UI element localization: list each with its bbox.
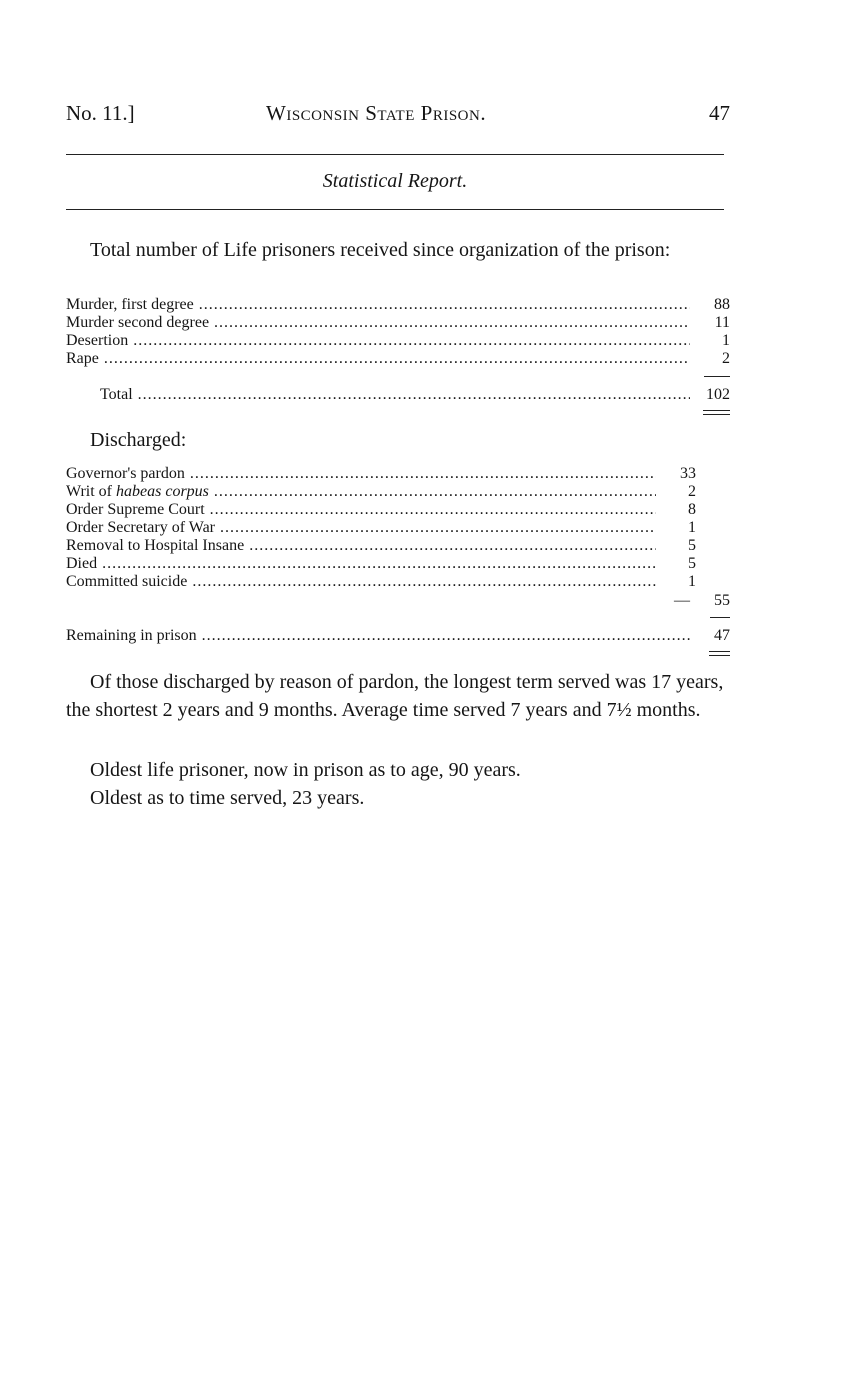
received-total-row — [100, 386, 730, 404]
discharged-heading: Discharged: — [90, 429, 187, 451]
page-number: 47 — [709, 101, 730, 125]
sum-rule — [710, 617, 730, 618]
discharged-label: Removal to Hospital Insane — [66, 537, 245, 554]
header-rule-top — [66, 154, 724, 155]
discharged-row — [66, 555, 730, 573]
discharged-row — [66, 501, 730, 519]
pardon-paragraph: Of those discharged by reason of pardon, the longest term served was 17 years, the shortest 2 years and 9 months. Average time served 7 years and 7½ months. — [66, 671, 724, 721]
total-double-rule — [703, 410, 730, 415]
discharged-value: 5 — [688, 555, 696, 572]
discharged-value: 5 — [688, 537, 696, 554]
discharged-row — [66, 537, 730, 555]
received-row — [66, 314, 730, 332]
received-row — [66, 350, 730, 368]
discharged-total-value: 55 — [714, 592, 730, 609]
received-value: 11 — [714, 314, 730, 331]
header-rule-bottom — [66, 209, 724, 210]
discharged-label: Committed suicide — [66, 573, 188, 590]
running-head-title: Wisconsin State Prison. — [266, 101, 487, 125]
discharged-value: 1 — [688, 573, 696, 590]
oldest-served-paragraph: Oldest as to time served, 23 years. — [90, 787, 365, 809]
discharged-value: 2 — [688, 483, 696, 500]
subtotal-dash: — — [674, 592, 690, 609]
discharged-value: 33 — [680, 465, 696, 482]
remaining-row — [66, 627, 730, 645]
discharged-value: 8 — [688, 501, 696, 518]
intro-paragraph: Total number of Life prisoners received since organization of the prison: — [90, 239, 671, 261]
received-value: 1 — [722, 332, 730, 349]
remaining-value: 47 — [714, 627, 730, 644]
discharged-label: Order Supreme Court — [66, 501, 205, 518]
discharged-label: Died — [66, 555, 98, 572]
received-row — [66, 296, 730, 314]
received-label: Murder, first degree ..... — [66, 296, 690, 314]
discharged-total-row — [66, 592, 730, 610]
discharged-row — [66, 483, 730, 501]
discharged-label: Writ of — [66, 483, 117, 500]
received-label: Rape ..... — [66, 350, 690, 368]
discharged-row — [66, 465, 730, 483]
sum-rule — [704, 376, 730, 377]
section-subtitle: Statistical Report. — [322, 170, 468, 192]
received-label: Desertion ..... — [66, 332, 690, 350]
remaining-label: Remaining in prison ..... — [66, 627, 690, 645]
oldest-age-paragraph: Oldest life prisoner, now in prison as to age, 90 years. — [90, 759, 521, 781]
discharged-label: Governor's pardon — [66, 465, 185, 482]
running-head-number: No. 11.] — [66, 101, 135, 125]
received-value: 2 — [722, 350, 730, 367]
discharged-value: 1 — [688, 519, 696, 536]
received-total-label: Total ..... — [100, 386, 690, 404]
received-label: Murder second degree ..... — [66, 314, 690, 332]
total-double-rule — [709, 651, 730, 656]
discharged-row — [66, 573, 730, 591]
received-row — [66, 332, 730, 350]
received-total-value: 102 — [706, 386, 730, 403]
discharged-row — [66, 519, 730, 537]
discharged-label-italic: habeas corpus — [116, 483, 209, 500]
discharged-label: Order Secretary of War — [66, 519, 216, 536]
received-value: 88 — [714, 296, 730, 313]
